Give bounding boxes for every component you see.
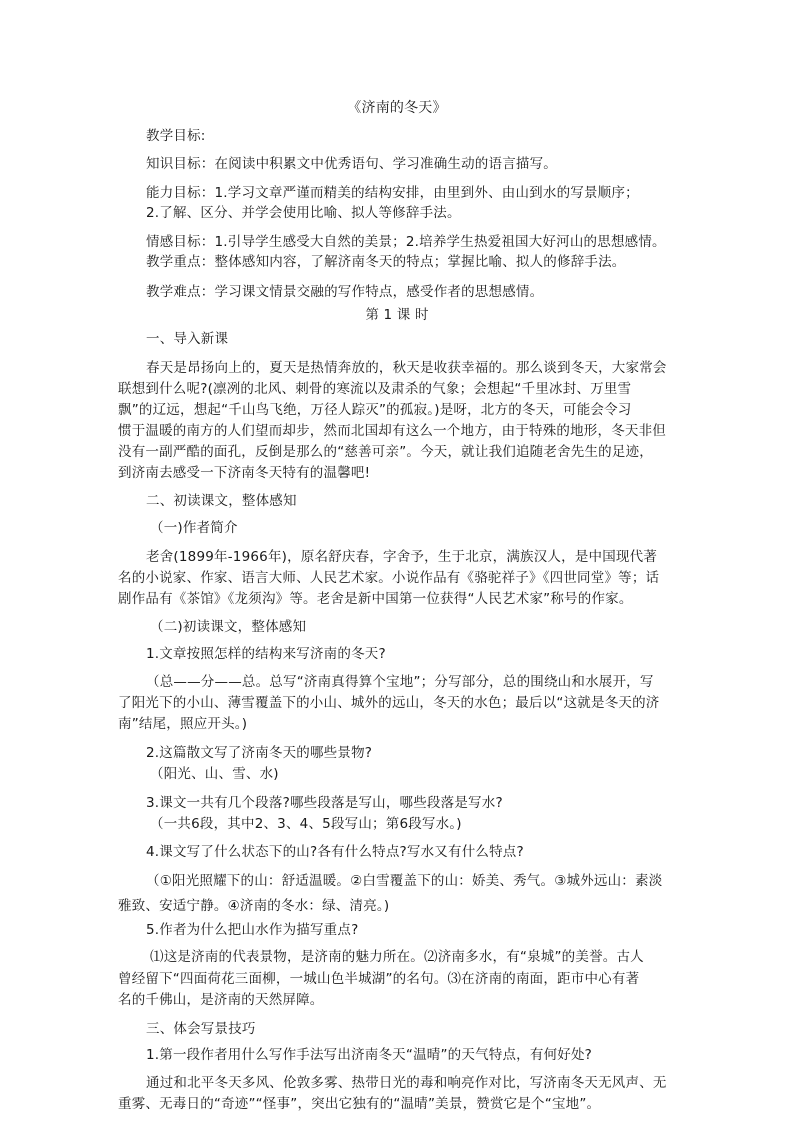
teaching-difficulty: 教学难点：学习课文情景交融的写作特点，感受作者的思想感情。 xyxy=(146,284,544,300)
section-3-heading: 三、体会写景技巧 xyxy=(146,1021,256,1037)
ability-objective-2: 2.了解、区分、并学会使用比喻、拟人等修辞手法。 xyxy=(146,205,461,221)
intro-paragraph-line: 没有一副严酷的面孔，反倒是那么的“慈善可亲”。今天，就让我们追随老舍先生的足迹， xyxy=(118,444,653,460)
question-5: 5.作者为什么把山水作为描写重点? xyxy=(146,922,359,938)
question-4: 4.课文写了什么状态下的山?各有什么特点?写水又有什么特点? xyxy=(146,844,524,860)
answer-1-line: 南”结尾，照应开头。) xyxy=(118,716,248,732)
author-subheading: （一)作者简介 xyxy=(150,520,238,536)
knowledge-objective: 知识目标：在阅读中积累文中优秀语句、学习准确生动的语言描写。 xyxy=(146,156,557,172)
question-3: 3.课文一共有几个段落?哪些段落是写山，哪些段落是写水? xyxy=(146,795,503,811)
answer-4-line: （①阳光照耀下的山：舒适温暖。②白雪覆盖下的山：娇美、秀气。③城外远山：素淡 xyxy=(146,873,663,889)
answer-3: （一共6段，其中2、3、4、5段写山；第6段写水。) xyxy=(150,816,462,832)
author-paragraph-line: 名的小说家、作家、语言大师、人民艺术家。小说作品有《骆驼祥子》《四世同堂》等；话 xyxy=(118,570,660,586)
answer-2: （阳光、山、雪、水) xyxy=(150,766,279,782)
lesson-label: 第 1 课 时 xyxy=(365,307,429,323)
question-1: 1.文章按照怎样的结构来写济南的冬天? xyxy=(146,646,386,662)
technique-answer-line: 通过和北平冬天多风、伦敦多雾、热带日光的毒和响亮作对比，写济南冬天无风声、无 xyxy=(146,1075,667,1091)
author-paragraph-line: 老舍(1899年-1966年)，原名舒庆春，字舍予，生于北京，满族汉人，是中国现代著 xyxy=(146,549,658,565)
intro-paragraph-line: 联想到什么呢?(凛冽的北风、刺骨的寒流以及肃杀的气象；会想起“千里冰封、万里雪 xyxy=(118,381,632,397)
author-paragraph-line: 剧作品有《茶馆》《龙须沟》等。老舍是新中国第一位获得“人民艺术家”称号的作家。 xyxy=(118,591,633,607)
emotion-objective: 情感目标：1.引导学生感受大自然的美景；2.培养学生热爱祖国大好河山的思想感情。 xyxy=(146,234,666,250)
objectives-heading: 教学目标: xyxy=(146,128,206,144)
answer-1-line: 了阳光下的小山、薄雪覆盖下的小山、城外的远山，冬天的水色；最后以“这就是冬天的济 xyxy=(118,695,660,711)
answer-5-line: 名的千佛山，是济南的天然屏障。 xyxy=(118,992,324,1008)
answer-5-line: 曾经留下“四面荷花三面柳，一城山色半城湖”的名句。⑶在济南的南面，距市中心有著 xyxy=(118,971,640,987)
intro-paragraph-line: 到济南去感受一下济南冬天特有的温馨吧! xyxy=(118,465,371,481)
section-2-heading: 二、初读课文，整体感知 xyxy=(146,493,297,509)
ability-objective-1: 能力目标：1.学习文章严谨而精美的结构安排，由里到外、由山到水的写景顺序； xyxy=(146,185,639,201)
answer-1-line: （总——分——总。总写“济南真得算个宝地”；分写部分，总的围绕山和水展开，写 xyxy=(146,674,654,690)
intro-paragraph-line: 春天是昂扬向上的，夏天是热情奔放的，秋天是收获幸福的。那么谈到冬天，大家常会 xyxy=(146,360,667,376)
intro-paragraph-line: 惯于温暖的南方的人们望而却步，然而北国却有这么一个地方，由于特殊的地形，冬天非但 xyxy=(118,423,666,439)
page-title: 《济南的冬天》 xyxy=(347,100,447,116)
technique-answer-line: 重雾、无毒日的“奇迹”“怪事”，突出它独有的“温晴”美景，赞赏它是个“宝地”。 xyxy=(118,1096,601,1112)
question-2: 2.这篇散文写了济南冬天的哪些景物? xyxy=(146,745,373,761)
intro-paragraph-line: 飘”的辽远，想起“千山鸟飞绝，万径人踪灭”的孤寂。)是呀，北方的冬天，可能会令习 xyxy=(118,402,632,418)
answer-5-line: ⑴这是济南的代表景物，是济南的魅力所在。⑵济南多水，有“泉城”的美誉。古人 xyxy=(150,949,644,965)
section-1-heading: 一、导入新课 xyxy=(146,331,229,347)
answer-4-line: 雅致、安适宁静。④济南的冬水：绿、清亮。) xyxy=(118,898,390,914)
technique-question-1: 1.第一段作者用什么写作手法写出济南冬天“温晴”的天气特点，有何好处? xyxy=(146,1047,593,1063)
reading-subheading: （二)初读课文，整体感知 xyxy=(150,619,307,635)
teaching-key-point: 教学重点：整体感知内容，了解济南冬天的特点；掌握比喻、拟人的修辞手法。 xyxy=(146,254,626,270)
